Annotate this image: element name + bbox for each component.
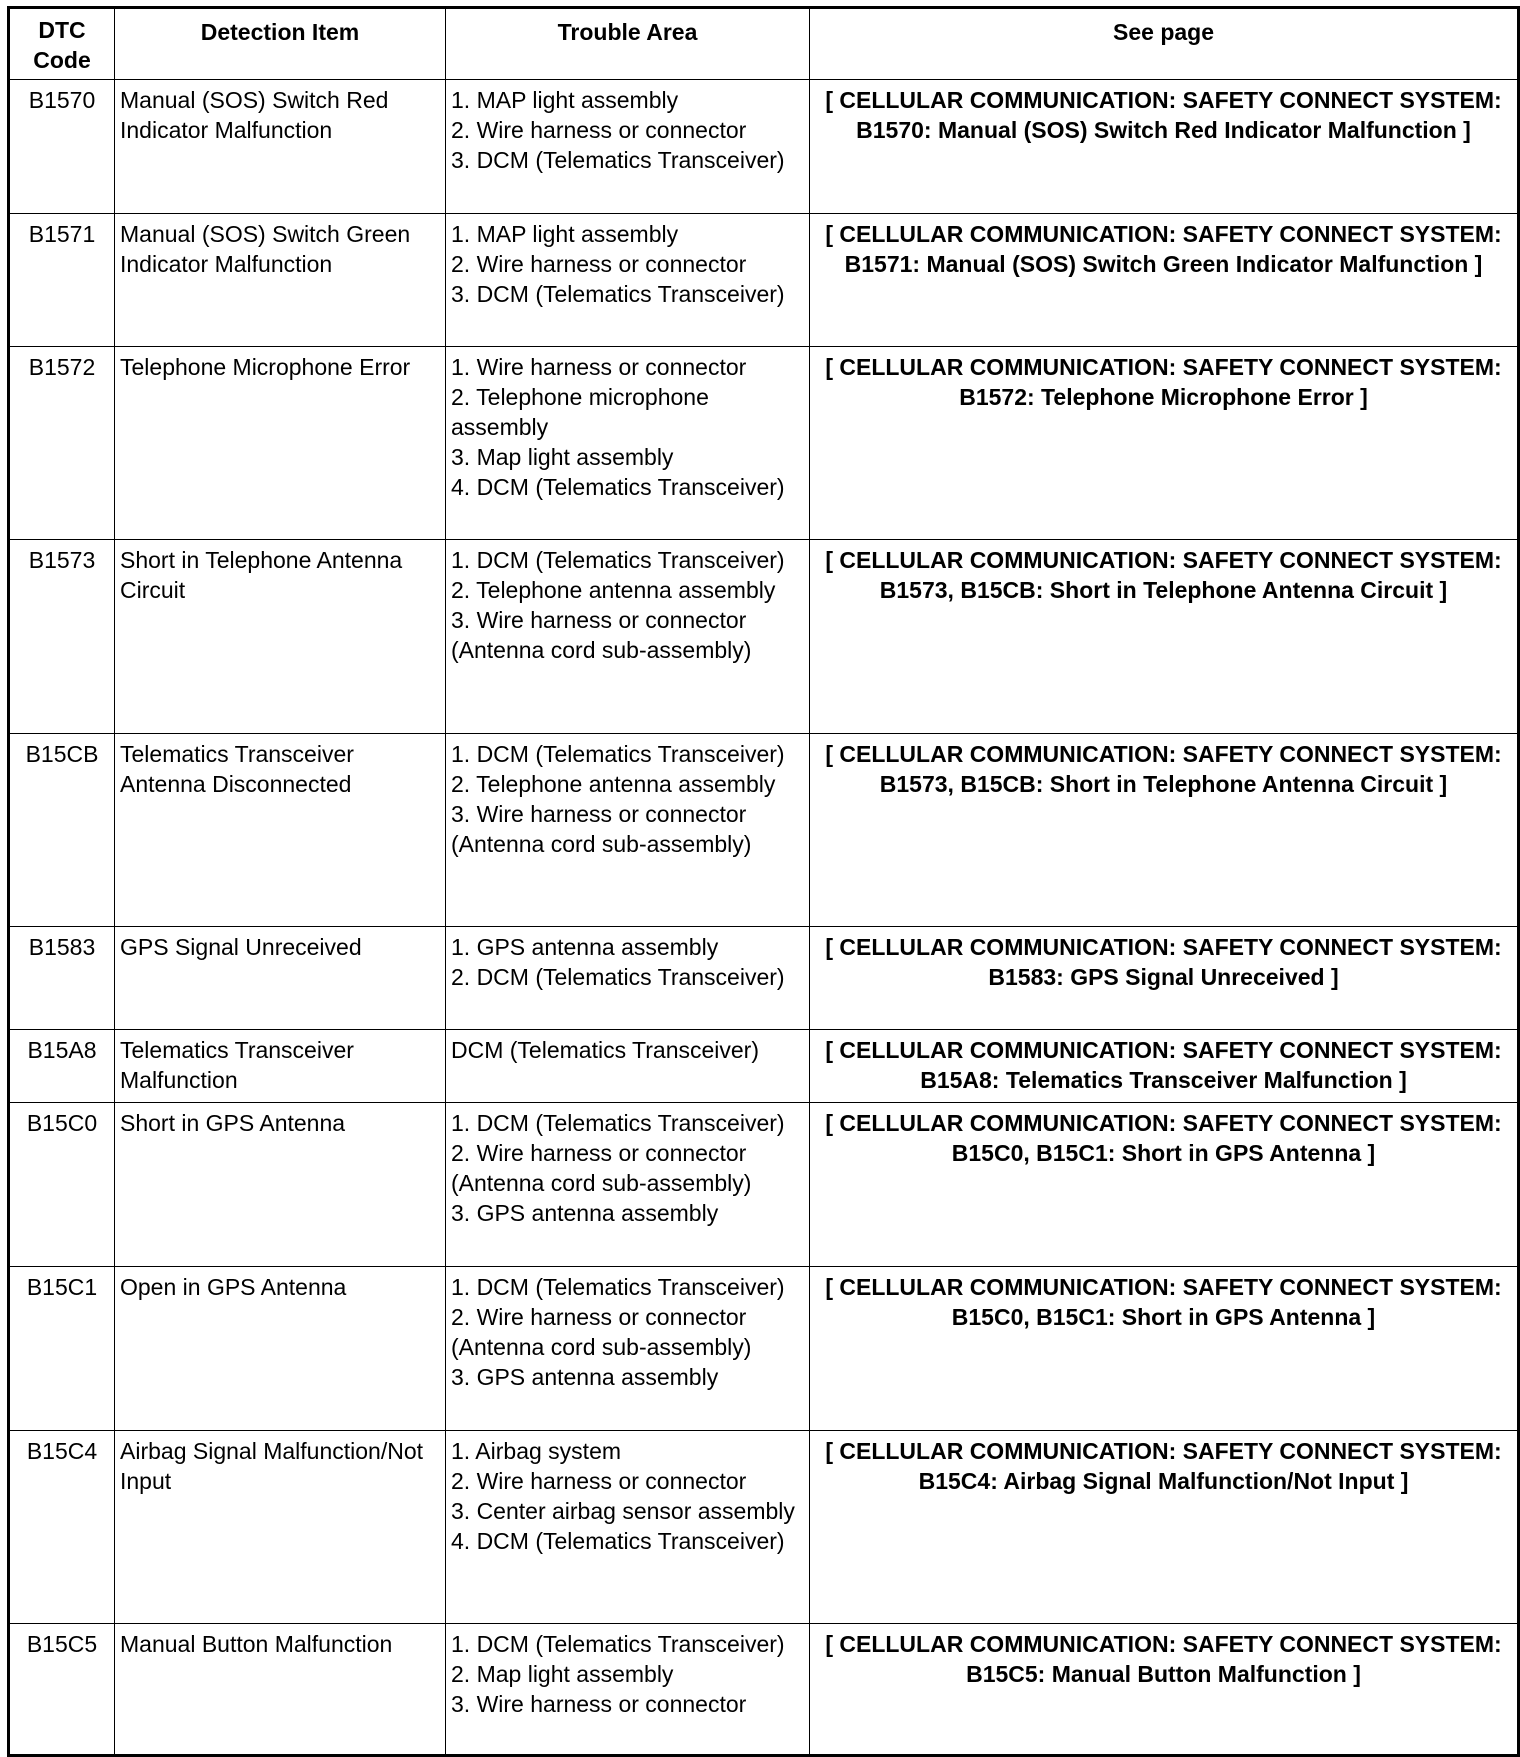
trouble-area-item: 2. Telephone microphone assembly: [451, 384, 709, 440]
detection-item-cell: Short in Telephone Antenna Circuit: [115, 540, 446, 734]
trouble-area-cell: [446, 927, 810, 1030]
table-row: [9, 214, 1519, 347]
trouble-area-item: 3. Wire harness or connector (Antenna cord sub-assembly): [451, 607, 752, 663]
trouble-area-cell: [446, 347, 810, 540]
header-trouble-area: Trouble Area: [446, 8, 810, 80]
header-detection-item: Detection Item: [115, 8, 446, 80]
table-row: [9, 927, 1519, 1030]
see-page-link[interactable]: [ CELLULAR COMMUNICATION: SAFETY CONNECT SYSTEM: B15C5: Manual Button Malfunction ]: [810, 1624, 1519, 1756]
trouble-area-item: 3. DCM (Telematics Transceiver): [451, 147, 785, 173]
trouble-area-item: 2. Wire harness or connector (Antenna cord sub-assembly): [451, 1304, 752, 1360]
detection-item-cell: Short in GPS Antenna: [115, 1103, 446, 1267]
trouble-area-item: 3. Map light assembly: [451, 444, 674, 470]
trouble-area-item: DCM (Telematics Transceiver): [451, 1037, 759, 1063]
trouble-area-item: 2. Wire harness or connector: [451, 117, 747, 143]
see-page-link[interactable]: [ CELLULAR COMMUNICATION: SAFETY CONNECT SYSTEM: B1572: Telephone Microphone Error ]: [810, 347, 1519, 540]
see-page-link[interactable]: [ CELLULAR COMMUNICATION: SAFETY CONNECT SYSTEM: B1570: Manual (SOS) Switch Red Indicator Malfunction ]: [810, 80, 1519, 214]
dtc-code-cell: B15A8: [9, 1030, 115, 1103]
trouble-area-item: 3. Center airbag sensor assembly: [451, 1498, 795, 1524]
trouble-area-item: 2. Telephone antenna assembly: [451, 577, 776, 603]
detection-item-cell: Telephone Microphone Error: [115, 347, 446, 540]
trouble-area-item: 2. Telephone antenna assembly: [451, 771, 776, 797]
see-page-link[interactable]: [ CELLULAR COMMUNICATION: SAFETY CONNECT SYSTEM: B15C0, B15C1: Short in GPS Antenna ]: [810, 1267, 1519, 1431]
table-row: [9, 80, 1519, 214]
trouble-area-cell: [446, 1267, 810, 1431]
detection-item-cell: Telematics Transceiver Antenna Disconnected: [115, 734, 446, 927]
table-row: [9, 347, 1519, 540]
trouble-area-cell: [446, 1431, 810, 1624]
trouble-area-item: 1. GPS antenna assembly: [451, 934, 719, 960]
see-page-link[interactable]: [ CELLULAR COMMUNICATION: SAFETY CONNECT SYSTEM: B1573, B15CB: Short in Telephone Antenna Circuit ]: [810, 734, 1519, 927]
trouble-area-item: 1. DCM (Telematics Transceiver): [451, 547, 785, 573]
table-row: [9, 1103, 1519, 1267]
trouble-area-item: 4. DCM (Telematics Transceiver): [451, 1528, 785, 1554]
trouble-area-cell: [446, 1624, 810, 1756]
table-row: [9, 1030, 1519, 1103]
dtc-code-cell: B15C5: [9, 1624, 115, 1756]
dtc-code-cell: B1571: [9, 214, 115, 347]
trouble-area-item: 3. Wire harness or connector (Antenna cord sub-assembly): [451, 801, 752, 857]
detection-item-cell: GPS Signal Unreceived: [115, 927, 446, 1030]
see-page-link[interactable]: [ CELLULAR COMMUNICATION: SAFETY CONNECT SYSTEM: B15C0, B15C1: Short in GPS Antenna ]: [810, 1103, 1519, 1267]
trouble-area-item: 1. DCM (Telematics Transceiver): [451, 741, 785, 767]
trouble-area-item: 1. Wire harness or connector: [451, 354, 747, 380]
trouble-area-item: 3. GPS antenna assembly: [451, 1364, 719, 1390]
table-row: [9, 734, 1519, 927]
trouble-area-item: 2. Wire harness or connector: [451, 251, 747, 277]
dtc-code-cell: B15CB: [9, 734, 115, 927]
dtc-code-cell: B1572: [9, 347, 115, 540]
trouble-area-cell: [446, 540, 810, 734]
see-page-link[interactable]: [ CELLULAR COMMUNICATION: SAFETY CONNECT SYSTEM: B15C4: Airbag Signal Malfunction/Not Input ]: [810, 1431, 1519, 1624]
see-page-link[interactable]: [ CELLULAR COMMUNICATION: SAFETY CONNECT SYSTEM: B1583: GPS Signal Unreceived ]: [810, 927, 1519, 1030]
detection-item-cell: Telematics Transceiver Malfunction: [115, 1030, 446, 1103]
trouble-area-item: 1. DCM (Telematics Transceiver): [451, 1631, 785, 1657]
trouble-area-cell: [446, 214, 810, 347]
trouble-area-cell: [446, 80, 810, 214]
dtc-code-cell: B15C0: [9, 1103, 115, 1267]
table-body: [9, 80, 1519, 1756]
trouble-area-cell: [446, 1103, 810, 1267]
trouble-area-item: 2. Wire harness or connector: [451, 1468, 747, 1494]
table-row: [9, 540, 1519, 734]
trouble-area-cell: [446, 1030, 810, 1103]
table-row: [9, 1267, 1519, 1431]
see-page-link[interactable]: [ CELLULAR COMMUNICATION: SAFETY CONNECT SYSTEM: B15A8: Telematics Transceiver Malfunction ]: [810, 1030, 1519, 1103]
trouble-area-item: 3. GPS antenna assembly: [451, 1200, 719, 1226]
trouble-area-item: 2. DCM (Telematics Transceiver): [451, 964, 785, 990]
detection-item-cell: Manual (SOS) Switch Red Indicator Malfunction: [115, 80, 446, 214]
header-dtc-code: DTC Code: [9, 8, 115, 80]
trouble-area-item: 2. Wire harness or connector (Antenna cord sub-assembly): [451, 1140, 752, 1196]
detection-item-cell: Manual Button Malfunction: [115, 1624, 446, 1756]
dtc-code-cell: B15C1: [9, 1267, 115, 1431]
detection-item-cell: Manual (SOS) Switch Green Indicator Malfunction: [115, 214, 446, 347]
header-see-page: See page: [810, 8, 1519, 80]
dtc-table: [7, 6, 1520, 1757]
trouble-area-item: 4. DCM (Telematics Transceiver): [451, 474, 785, 500]
trouble-area-item: 1. DCM (Telematics Transceiver): [451, 1274, 785, 1300]
trouble-area-item: 1. Airbag system: [451, 1438, 622, 1464]
dtc-code-cell: B1573: [9, 540, 115, 734]
dtc-code-cell: B15C4: [9, 1431, 115, 1624]
see-page-link[interactable]: [ CELLULAR COMMUNICATION: SAFETY CONNECT SYSTEM: B1573, B15CB: Short in Telephone Antenna Circuit ]: [810, 540, 1519, 734]
dtc-code-cell: B1570: [9, 80, 115, 214]
table-row: [9, 1431, 1519, 1624]
trouble-area-item: 3. DCM (Telematics Transceiver): [451, 281, 785, 307]
see-page-link[interactable]: [ CELLULAR COMMUNICATION: SAFETY CONNECT SYSTEM: B1571: Manual (SOS) Switch Green Indicator Malfunction ]: [810, 214, 1519, 347]
trouble-area-item: 1. MAP light assembly: [451, 87, 679, 113]
detection-item-cell: Open in GPS Antenna: [115, 1267, 446, 1431]
table-row: [9, 1624, 1519, 1756]
trouble-area-item: 1. DCM (Telematics Transceiver): [451, 1110, 785, 1136]
trouble-area-item: 3. Wire harness or connector: [451, 1691, 747, 1717]
header-row: [9, 8, 1519, 80]
trouble-area-item: 1. MAP light assembly: [451, 221, 679, 247]
trouble-area-item: 2. Map light assembly: [451, 1661, 674, 1687]
detection-item-cell: Airbag Signal Malfunction/Not Input: [115, 1431, 446, 1624]
dtc-code-cell: B1583: [9, 927, 115, 1030]
trouble-area-cell: [446, 734, 810, 927]
